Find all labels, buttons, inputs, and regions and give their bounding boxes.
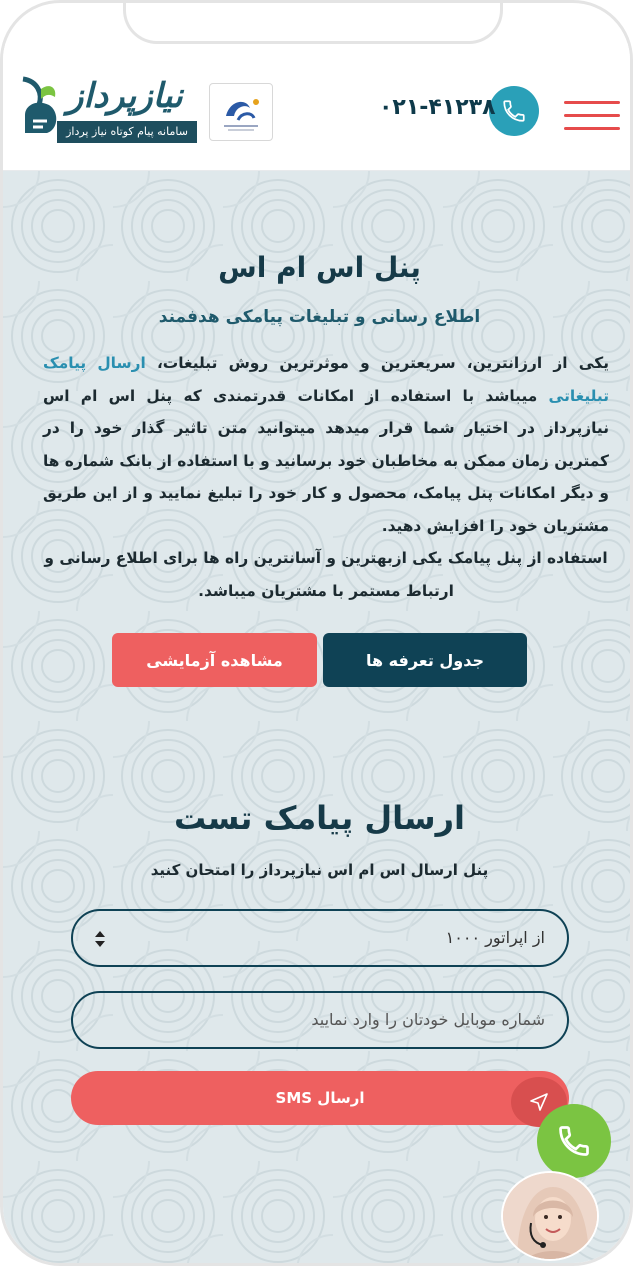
support-agent-avatar[interactable] — [501, 1171, 599, 1261]
demo-button[interactable]: مشاهده آزمایشی — [112, 633, 317, 687]
logo-subtitle: سامانه پیام کوتاه نیاز پرداز — [57, 121, 197, 143]
hamburger-icon[interactable] — [564, 101, 620, 131]
test-sms-subtitle: پنل ارسال اس ام اس نیازپرداز را امتحان کنید — [150, 861, 489, 879]
send-sms-button[interactable]: ارسال SMS — [71, 1071, 569, 1125]
phone-icon[interactable] — [489, 86, 539, 136]
page-subtitle: اطلاع رسانی و تبلیغات پیامکی هدفمند — [158, 307, 481, 327]
test-sms-title: ارسال پیامک تست — [173, 799, 466, 837]
intro-paragraph — [43, 347, 609, 607]
call-fab-icon[interactable] — [537, 1104, 611, 1178]
logo-wordmark: نیازپرداز — [67, 76, 183, 116]
brand-logo[interactable] — [19, 71, 197, 149]
operator-selected-value: از اپراتور ۱۰۰۰ — [445, 928, 545, 947]
phone-number[interactable]: ۰۲۱-۴۱۲۳۸ — [379, 95, 496, 120]
sort-arrows-icon — [93, 929, 107, 949]
intro-text-2: میباشد با استفاده از امکانات قدرتمندی که پنل اس ام اس نیازپرداز در اختیار شما قرار میدهد میتوانید متن تاثیر گذار خود را در کمترین زمان ممکن به مخاطبان خود برسانید و با استفاده از بانک شماره ها و دیگر امکانات پنل پیامک، محصول و کار خود را تبلیغ نمایید و از این طریق مشتریان خود را افزایش دهید. — [43, 386, 609, 535]
intro-text-1: یکی از ارزانترین، سریعترین و موثرترین روش تبلیغات، — [145, 354, 610, 372]
pricing-table-button[interactable]: جدول تعرفه ها — [323, 633, 527, 687]
sms-ad-link[interactable]: ارسال پیامک تبلیغاتی — [43, 354, 609, 405]
intro-text-3: استفاده از پنل پیامک یکی ازبهترین و آسانترین راه ها برای اطلاع رسانی و ارتباط مستمر با مشتریان میباشد. — [44, 549, 608, 600]
operator-select[interactable] — [71, 909, 569, 967]
page-title: پنل اس ام اس — [218, 251, 421, 284]
mobile-placeholder: شماره موبایل خودتان را وارد نمایید — [311, 1010, 545, 1029]
trust-badge[interactable] — [209, 83, 273, 141]
device-notch — [123, 0, 503, 44]
mobile-number-input[interactable] — [71, 991, 569, 1049]
site-header — [3, 43, 633, 171]
